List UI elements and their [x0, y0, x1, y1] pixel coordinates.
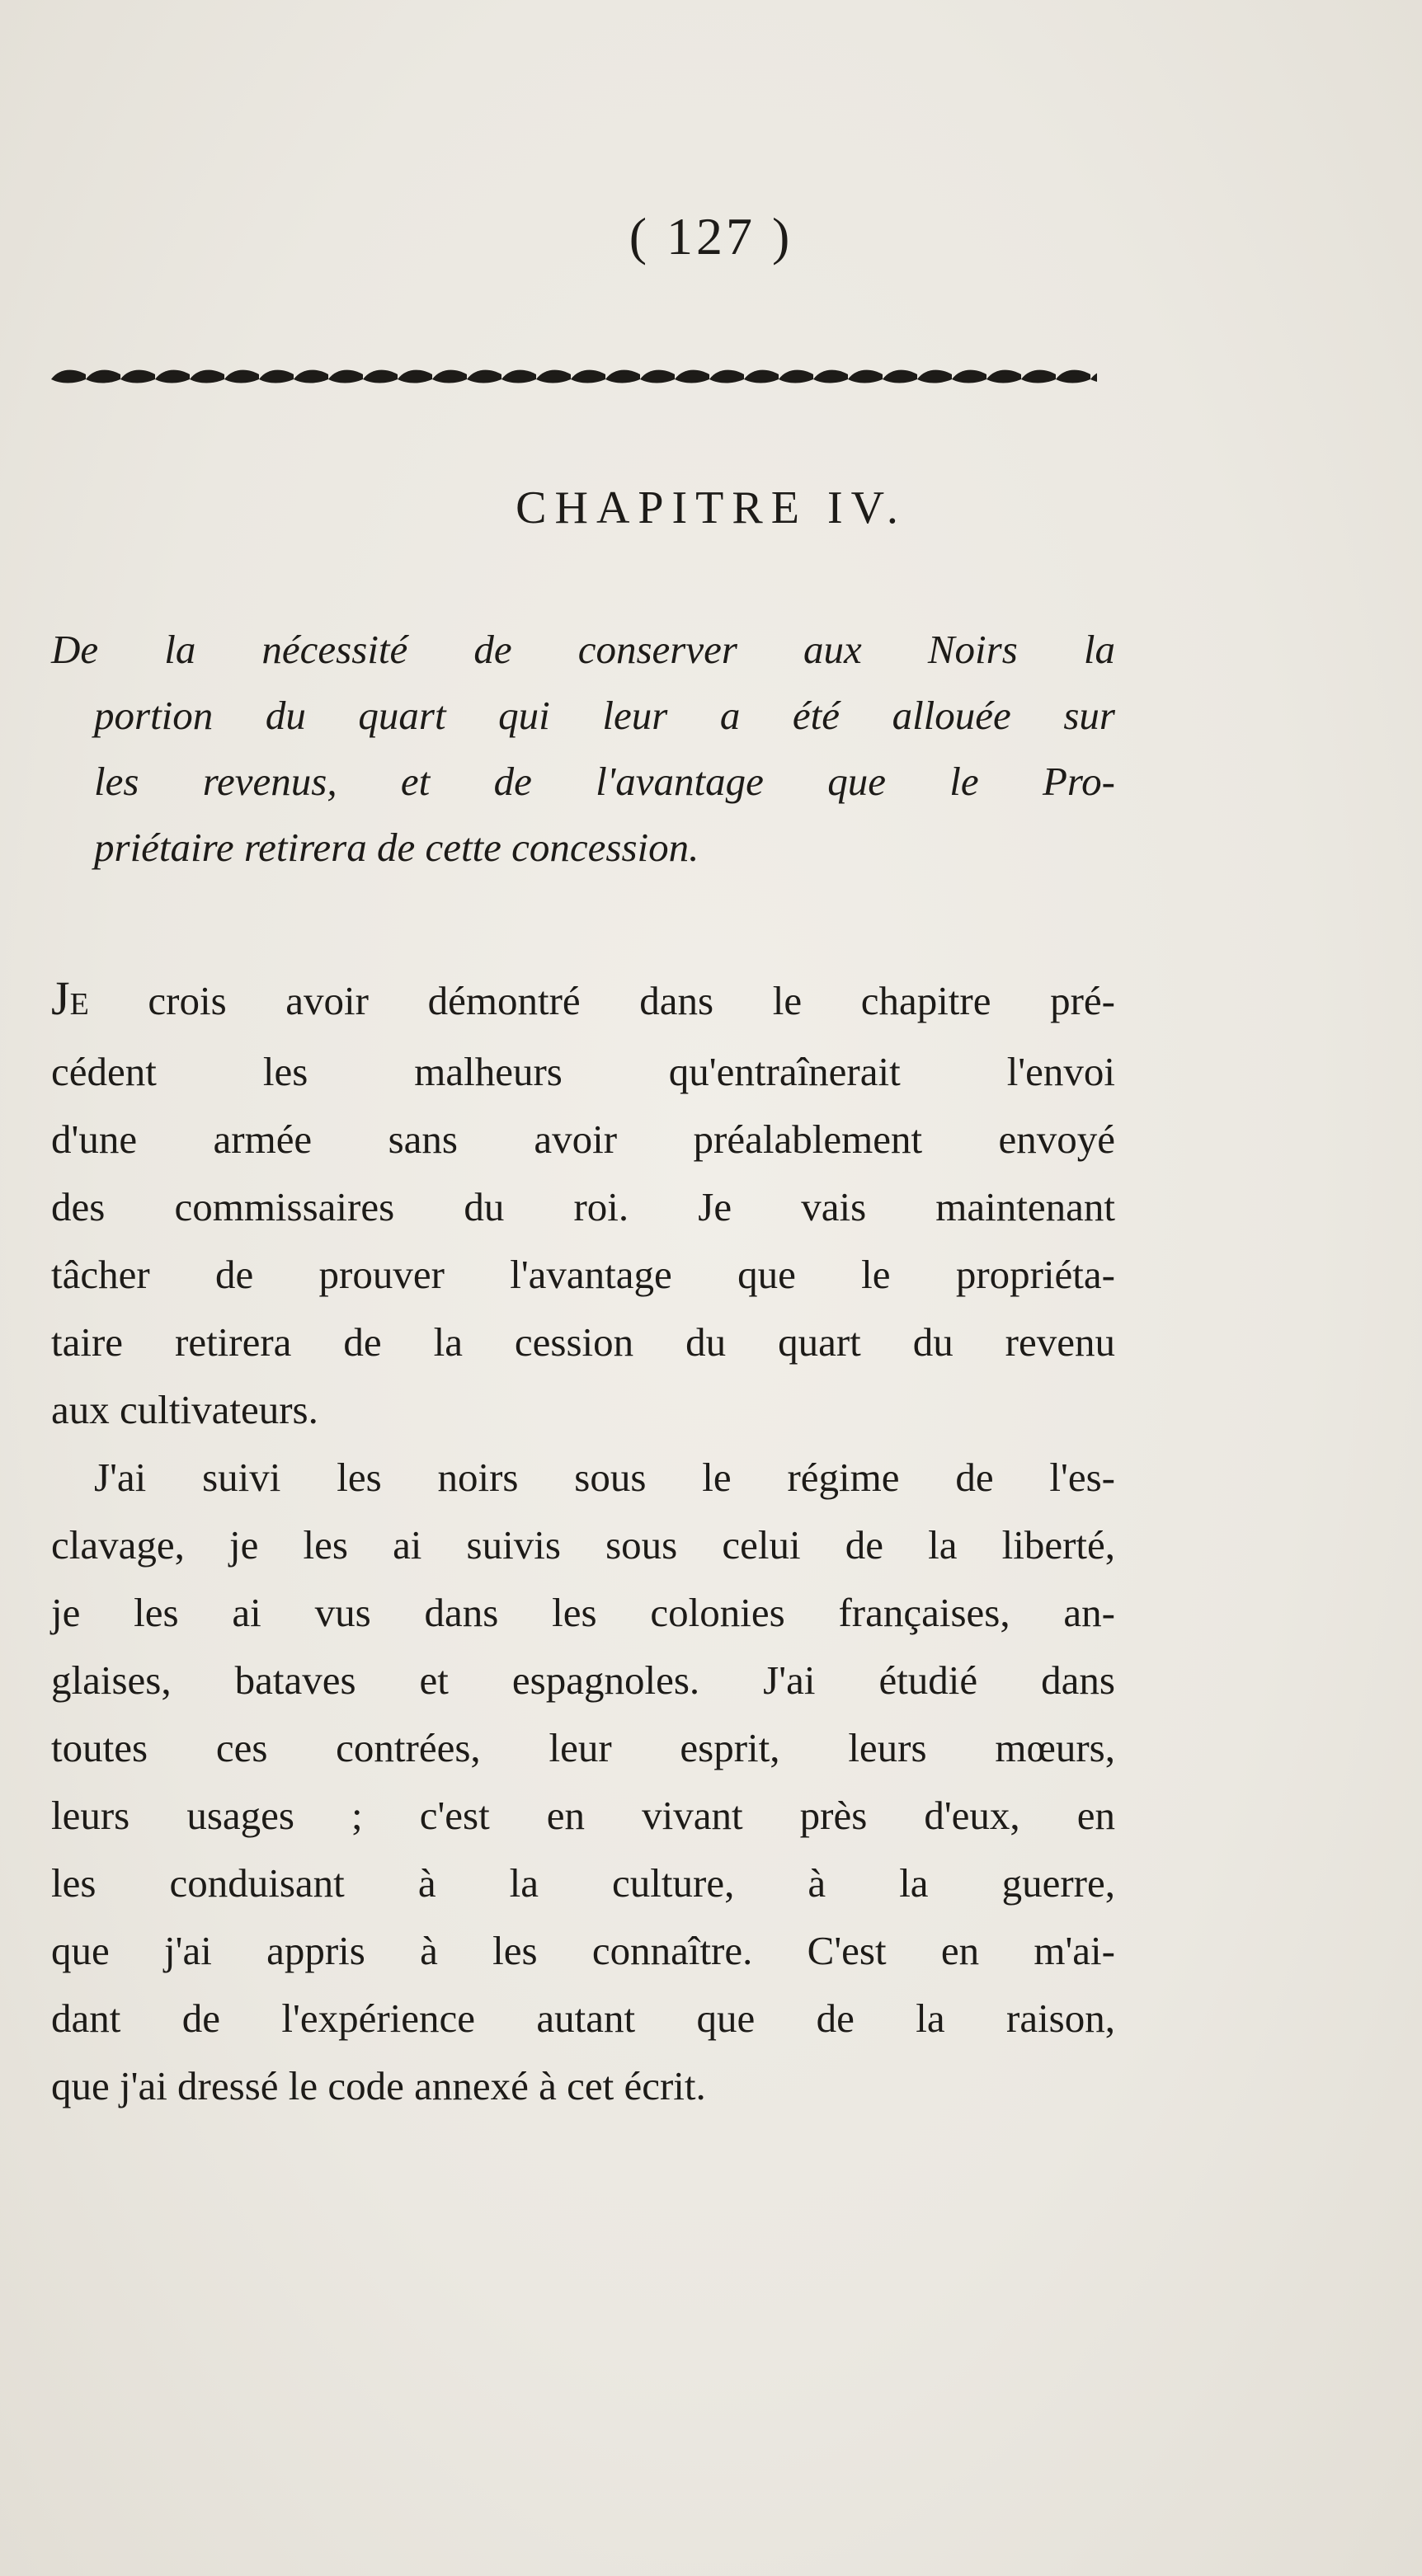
body-line: leurs usages ; c'est en vivant près d'eux, en	[51, 1793, 1115, 1838]
rule-segment	[986, 370, 1021, 383]
rule-segment	[640, 370, 675, 383]
rule-segment	[467, 370, 501, 383]
rule-segment	[398, 370, 432, 383]
rule-segment	[224, 370, 259, 383]
body-line: des commissaires du roi. Je vais maintenant	[51, 1184, 1115, 1229]
drop-cap: J	[51, 971, 70, 1025]
chapter-title: CHAPITRE IV.	[516, 482, 906, 534]
body-line: les conduisant à la culture, à la guerre,	[51, 1860, 1115, 1906]
rule-segment	[675, 370, 709, 383]
rule-segment	[259, 370, 294, 383]
rule-segment	[883, 370, 917, 383]
rule-segment	[432, 370, 467, 383]
rule-segment	[1056, 370, 1090, 383]
rule-segment	[120, 370, 155, 383]
rule-segment	[744, 370, 779, 383]
rule-segment	[709, 370, 744, 383]
rule-segment	[294, 370, 328, 383]
rule-segment	[605, 370, 640, 383]
rule-segment	[1090, 370, 1097, 383]
page-number: ( 127 )	[629, 207, 793, 266]
body-line: J'ai suivi les noirs sous le régime de l'es-	[94, 1455, 1115, 1500]
body-line: aux cultivateurs.	[51, 1387, 318, 1432]
summary-line: portion du quart qui leur a été allouée sur	[94, 693, 1115, 738]
body-line: que j'ai appris à les connaître. C'est en m'ai-	[51, 1928, 1115, 1973]
body-line: dant de l'expérience autant que de la raison,	[51, 1995, 1115, 2041]
rule-segment	[813, 370, 848, 383]
body-line: je les ai vus dans les colonies françaises, an-	[51, 1590, 1115, 1635]
rule-segment	[501, 370, 536, 383]
rule-segment	[779, 370, 813, 383]
rule-segment	[952, 370, 986, 383]
decorative-rule	[51, 363, 1097, 389]
rule-segment	[190, 370, 224, 383]
show-through-texture	[132, 297, 1122, 363]
body-line: clavage, je les ai suivis sous celui de la liberté,	[51, 1522, 1115, 1568]
first-line-text: crois avoir démontré dans le chapitre pré-	[88, 978, 1115, 1023]
body-line: que j'ai dressé le code annexé à cet écrit.	[51, 2063, 706, 2108]
rule-segment	[536, 370, 571, 383]
body-line: d'une armée sans avoir préalablement envoyé	[51, 1116, 1115, 1162]
small-cap: E	[69, 987, 89, 1022]
body-line: taire retirera de la cession du quart du revenu	[51, 1319, 1115, 1365]
body-text	[51, 965, 1115, 2120]
rule-segment	[51, 370, 86, 383]
summary-line: les revenus, et de l'avantage que le Pro-	[94, 759, 1115, 804]
body-line: toutes ces contrées, leur esprit, leurs mœurs,	[51, 1725, 1115, 1770]
rule-segment	[1021, 370, 1056, 383]
rule-segment	[571, 370, 605, 383]
body-line: tâcher de prouver l'avantage que le propriéta-	[51, 1252, 1115, 1297]
rule-segment	[848, 370, 883, 383]
body-line: cédent les malheurs qu'entraînerait l'envoi	[51, 1049, 1115, 1094]
summary-line: priétaire retirera de cette concession.	[94, 825, 699, 870]
summary-line: De la nécessité de conserver aux Noirs la	[51, 627, 1115, 672]
rule-segment	[363, 370, 398, 383]
body-line: glaises, bataves et espagnoles. J'ai étudié dans	[51, 1657, 1115, 1703]
rule-segment	[155, 370, 190, 383]
chapter-summary	[51, 617, 1115, 881]
rule-segment	[328, 370, 363, 383]
rule-segment	[86, 370, 120, 383]
rule-segment	[917, 370, 952, 383]
body-first-line	[51, 965, 1115, 1038]
